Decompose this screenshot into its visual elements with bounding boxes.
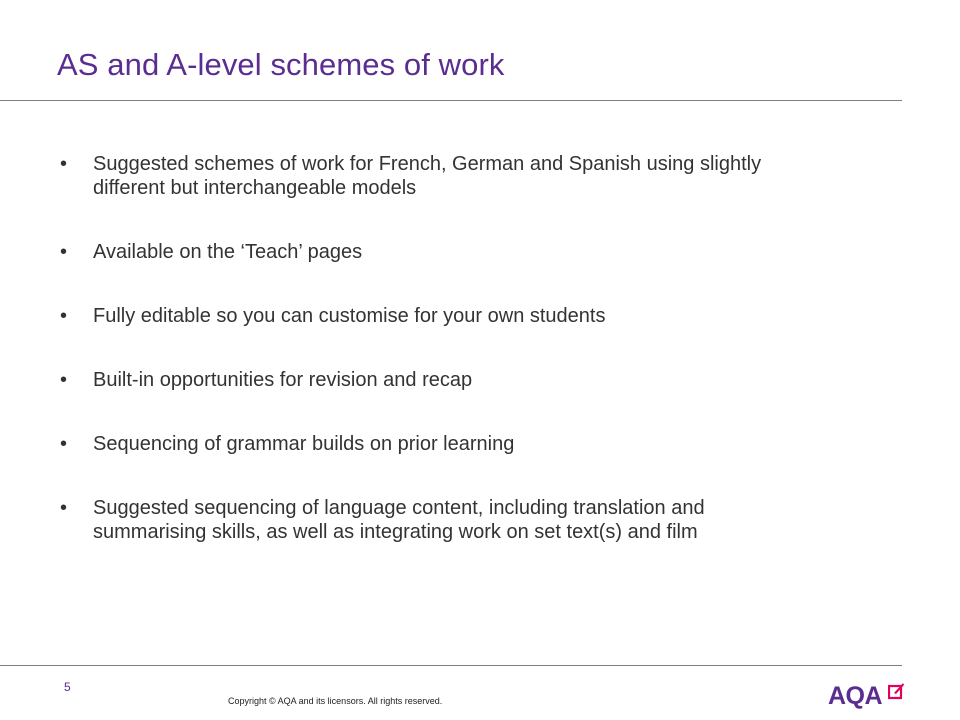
logo-mark-arrow bbox=[894, 683, 904, 694]
bullet-item bbox=[60, 240, 780, 264]
bullet-icon: • bbox=[60, 433, 68, 455]
bullet-text: Sequencing of grammar builds on prior learning bbox=[93, 433, 515, 455]
bullet-icon: • bbox=[60, 305, 68, 327]
bullet-text: Built-in opportunities for revision and recap bbox=[93, 369, 473, 391]
bullet-icon: • bbox=[60, 497, 68, 519]
copyright-notice: Copyright © AQA and its licensors. All rights reserved. bbox=[228, 696, 443, 706]
footer-divider bbox=[0, 665, 902, 666]
slide-title: AS and A-level schemes of work bbox=[57, 47, 505, 82]
title-divider bbox=[0, 100, 902, 101]
bullet-item bbox=[60, 432, 780, 456]
bullet-text: Suggested sequencing of language content, including translation and summarising skills, as well as integrating work on set text(s) and film bbox=[93, 497, 705, 543]
bullet-item bbox=[60, 152, 780, 200]
logo-mark-icon bbox=[888, 682, 904, 700]
page-number: 5 bbox=[64, 680, 71, 694]
bullet-item bbox=[60, 368, 780, 392]
bullet-text: Suggested schemes of work for French, German and Spanish using slightly different but interchangeable models bbox=[93, 153, 762, 199]
aqa-logo bbox=[828, 682, 906, 710]
bullet-item bbox=[60, 304, 780, 328]
logo-text: AQA bbox=[828, 682, 883, 710]
bullet-icon: • bbox=[60, 153, 68, 175]
bullet-text: Available on the ‘Teach’ pages bbox=[93, 241, 363, 263]
bullet-icon: • bbox=[60, 369, 68, 391]
bullet-text: Fully editable so you can customise for your own students bbox=[93, 305, 606, 327]
bullet-item bbox=[60, 496, 780, 544]
bullet-icon: • bbox=[60, 241, 68, 263]
bullet-list bbox=[60, 152, 780, 584]
